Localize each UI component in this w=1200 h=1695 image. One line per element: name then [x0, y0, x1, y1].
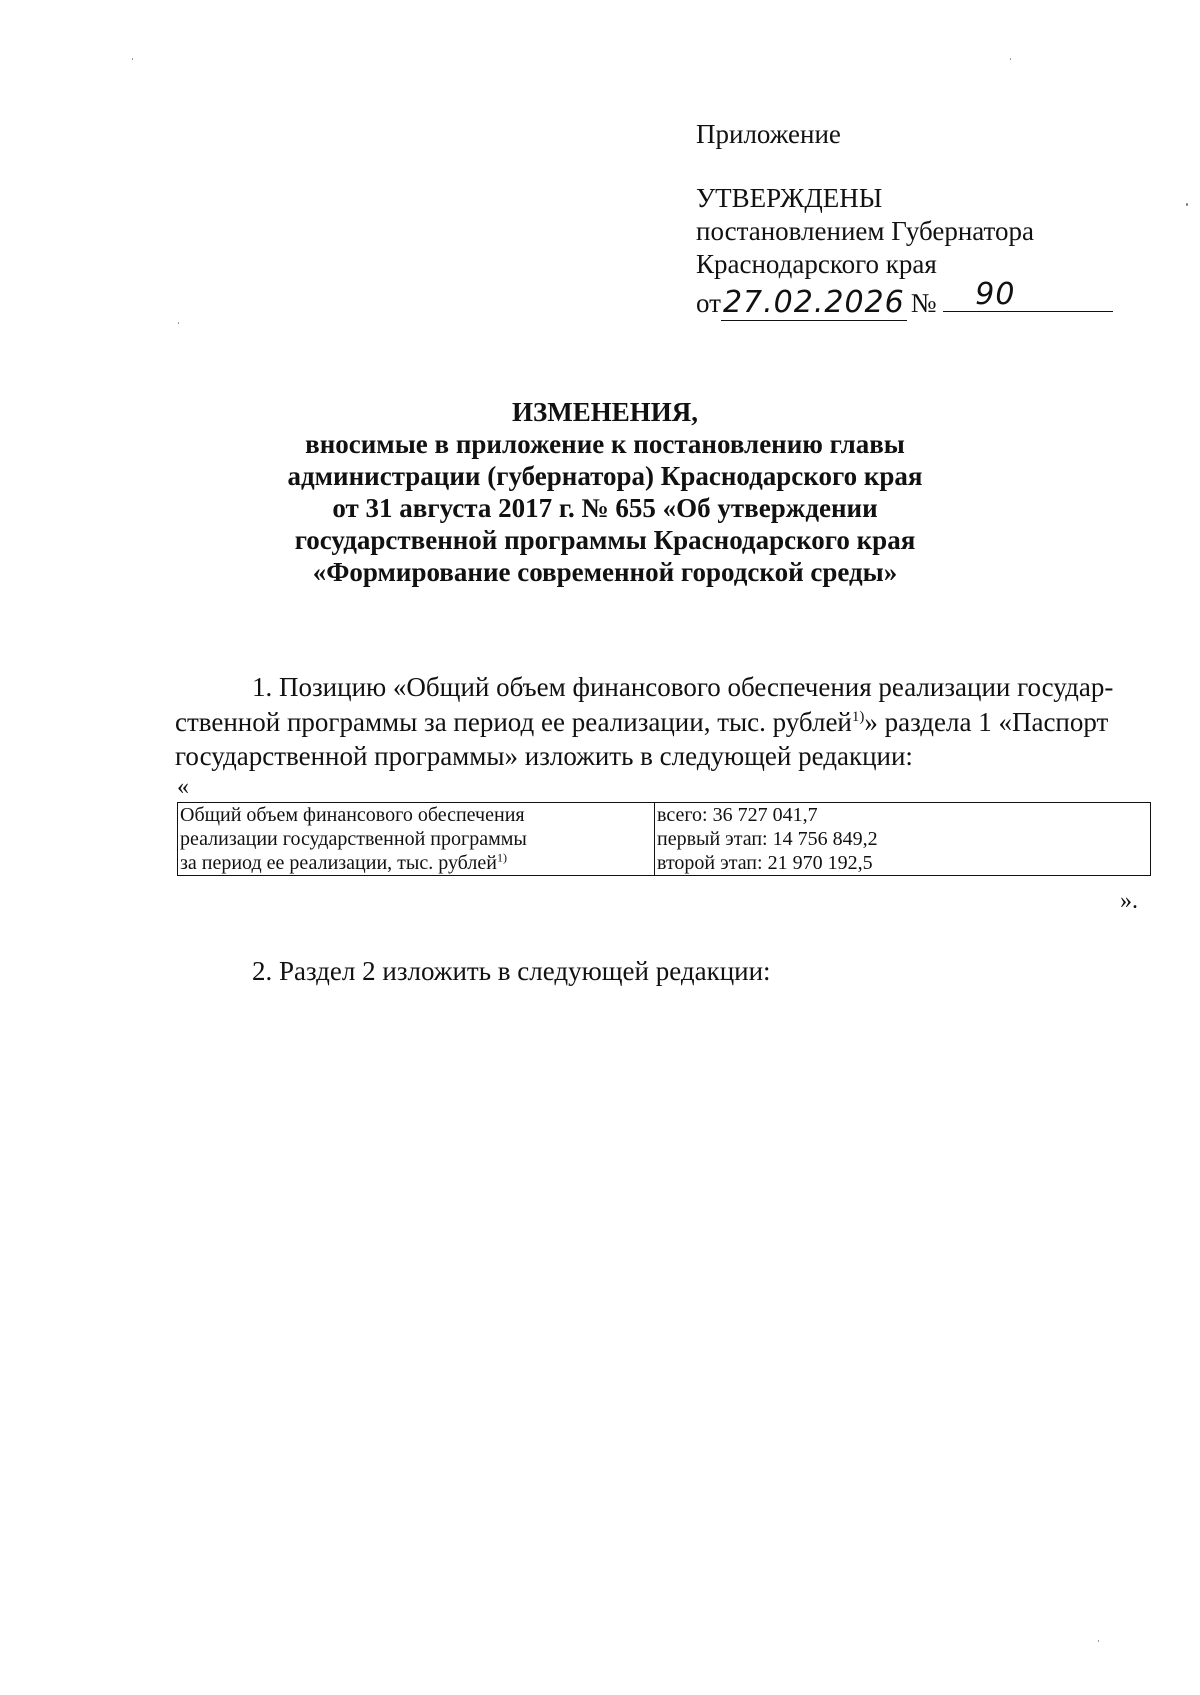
- number-sign: №: [910, 288, 937, 318]
- item2-text: 2. Раздел 2 изложить в следующей редакции:: [252, 956, 771, 986]
- value-stage-1: первый этап: 14 756 849,2: [657, 828, 878, 850]
- item1-line-2-text: ственной программы за период ее реализации, тыс. рублей: [175, 707, 852, 737]
- item1-line-1: 1. Позицию «Общий объем финансового обеспечения реализации государ-: [252, 672, 1114, 702]
- scan-speck: [1186, 203, 1188, 206]
- approval-line-decree: постановлением Губернатора: [696, 216, 1034, 246]
- footnote-marker: 1): [851, 709, 865, 725]
- scan-speck: [178, 322, 179, 324]
- approval-line-region: Краснодарского края: [696, 249, 937, 279]
- footnote-marker: 1): [496, 850, 507, 865]
- title-line-2: администрации (губернатора) Краснодарского края: [287, 461, 923, 491]
- quote-close: ».: [1120, 888, 1138, 914]
- table-cell-label: [178, 803, 655, 876]
- item1-line-3: государственной программы» изложить в следующей редакции:: [175, 741, 913, 771]
- title-line-3: от 31 августа 2017 г. № 655 «Об утверждении: [332, 493, 878, 523]
- handwritten-number: 90: [975, 277, 1016, 312]
- approved-label: УТВЕРЖДЕНЫ: [696, 183, 883, 213]
- value-stage-2: второй этап: 21 970 192,5: [657, 852, 873, 874]
- appendix-label: Приложение: [696, 119, 841, 149]
- item1-line-2: [175, 707, 1108, 738]
- table-cell-values: [655, 803, 1151, 876]
- approval-date-line: [696, 277, 1113, 320]
- table-row: [178, 803, 1151, 876]
- decree-number-field: [943, 277, 1113, 312]
- scan-speck: [1010, 58, 1011, 60]
- label-line-3: за период ее реализации, тыс. рублей$^{1)}$: [180, 850, 507, 874]
- document-title: [220, 396, 990, 588]
- value-total: всего: 36 727 041,7: [657, 804, 818, 826]
- scan-speck: [132, 58, 133, 60]
- title-line-1: вносимые в приложение к постановлению главы: [305, 429, 905, 459]
- label-line-2: реализации государственной программы: [180, 828, 527, 850]
- date-prefix: от: [696, 288, 721, 318]
- scan-speck: [1098, 1640, 1099, 1642]
- item1-line-2-tail: » раздела 1 «Паспорт: [864, 707, 1109, 737]
- title-line-5: «Формирование современной городской среды»: [312, 557, 898, 587]
- handwritten-date: 27.02.2026: [722, 285, 905, 320]
- title-line-4: государственной программы Краснодарского края: [294, 525, 916, 555]
- label-line-1: Общий объем финансового обеспечения: [180, 804, 525, 826]
- finance-table: [177, 802, 1151, 876]
- quote-open: «: [177, 774, 189, 800]
- title-heading: ИЗМЕНЕНИЯ,: [511, 397, 698, 427]
